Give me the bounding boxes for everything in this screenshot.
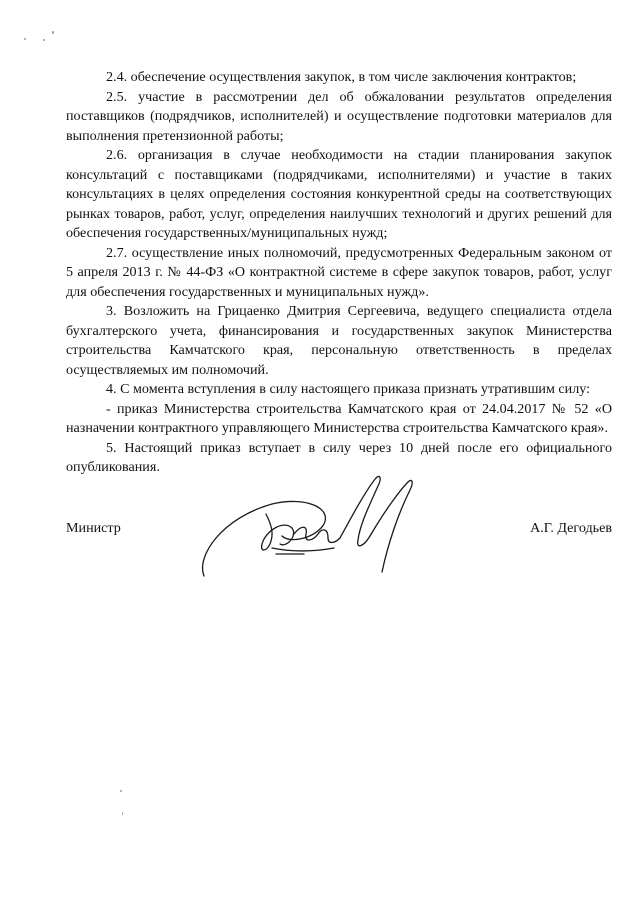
- paragraph-5: 5. Настоящий приказ вступает в силу через 10 дней после его официального опубликования.: [66, 439, 612, 475]
- scan-speck: [122, 812, 123, 815]
- paragraph-3: 3. Возложить на Грицаенко Дмитрия Сергеевича, ведущего специалиста отдела бухгалтерского учета, финансирования и государственных закупок Министерства строительства Камчатского края, персональную ответственность в пределах осуществляемых им полномочий.: [66, 303, 612, 378]
- scan-speck: [52, 31, 54, 34]
- paragraph-4: 4. С момента вступления в силу настоящего приказа признать утратившим силу:: [106, 381, 591, 397]
- paragraph-2-6: 2.6. организация в случае необходимости на стадии планирования закупок консультаций с поставщиками (подрядчиками, исполнителями) и участие в таких консультациях в целях определения состояния конкурентной среды на соответствующих рынках товаров, работ, услуг, определения наилучших технологий и других решений для обеспечения государственных/муниципальных нужд;: [66, 147, 612, 241]
- paragraph-2-5: 2.5. участие в рассмотрении дел об обжаловании результатов определения поставщиков (подрядчиков, исполнителей) и осуществление подготовки материалов для выполнения претензионной работы;: [66, 88, 612, 144]
- scan-speck: [120, 790, 122, 792]
- signatory-name: А.Г. Дегодьев: [530, 520, 612, 536]
- handwritten-signature: [194, 468, 444, 578]
- signature-block: [66, 468, 612, 578]
- signatory-title: Министр: [66, 520, 121, 536]
- document-body: [66, 68, 612, 478]
- paragraph-2-7: 2.7. осуществление иных полномочий, предусмотренных Федеральным законом от 5 апреля 2013 г. № 44-ФЗ «О контрактной системе в сфере закупок товаров, работ, услуг для обеспечения государственных и муниципальных нужд».: [66, 244, 612, 300]
- scan-speck: [43, 39, 45, 41]
- scan-speck: [24, 38, 26, 40]
- paragraph-4-item: - приказ Министерства строительства Камчатского края от 24.04.2017 № 52 «О назначении контрактного управляющего Министерства строительства Камчатского края».: [66, 400, 612, 436]
- paragraph-2-4: 2.4. обеспечение осуществления закупок, в том числе заключения контрактов;: [106, 69, 577, 85]
